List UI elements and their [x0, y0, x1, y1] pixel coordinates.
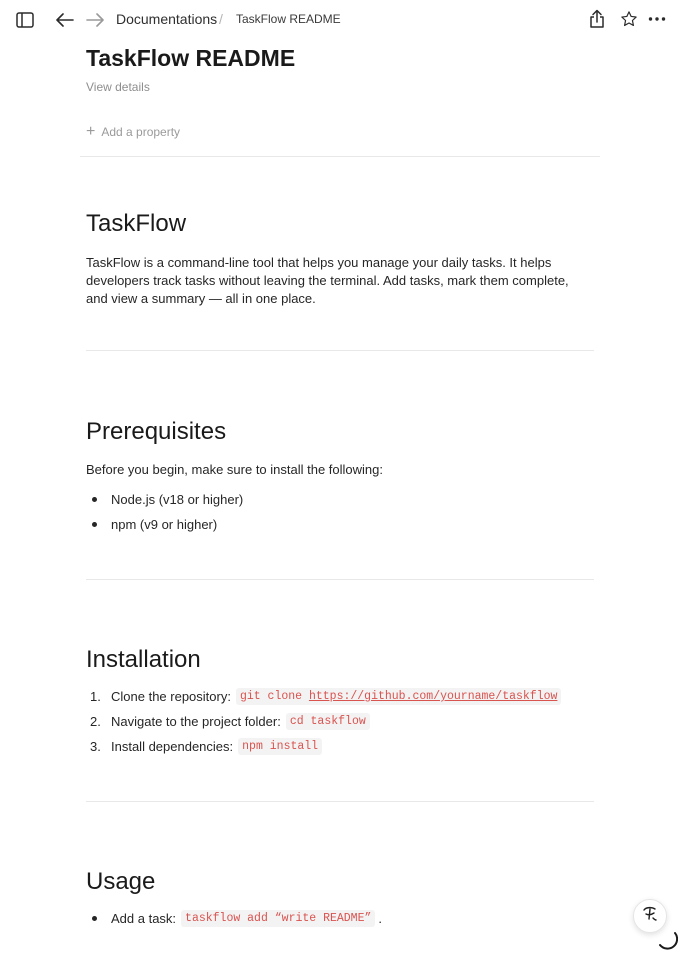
arrow-right-icon[interactable]	[84, 9, 106, 31]
sidebar-toggle-icon[interactable]	[14, 9, 36, 31]
arrow-left-icon[interactable]	[54, 9, 76, 31]
list-item: npm (v9 or higher)	[86, 517, 217, 532]
list-item: Node.js (v18 or higher)	[86, 492, 243, 507]
list-item: 1. Clone the repository: git clone https://github.com/yourname/taskflow	[86, 688, 561, 705]
plus-icon: +	[86, 123, 96, 140]
bullet	[92, 522, 97, 527]
top-bar	[0, 0, 680, 40]
list-item: 3. Install dependencies: npm install	[86, 738, 322, 755]
list-item: Add a task: taskflow add “write README” .	[86, 910, 382, 927]
section-divider	[86, 579, 594, 580]
intro-heading: TaskFlow	[86, 210, 187, 237]
more-horizontal-icon[interactable]	[646, 8, 668, 30]
prerequisites-heading: Prerequisites	[86, 418, 227, 445]
inline-code: cd taskflow	[286, 713, 370, 730]
list-item: 2. Navigate to the project folder: cd taskflow	[86, 713, 370, 730]
view-details-link[interactable]: View details	[86, 80, 150, 94]
inline-code: git clone https://github.com/yourname/taskflow	[236, 688, 561, 705]
assistant-icon	[641, 905, 659, 928]
section-divider	[86, 801, 594, 802]
share-icon[interactable]	[586, 8, 608, 30]
page-title[interactable]: TaskFlow README	[86, 45, 296, 71]
loading-spinner-icon	[656, 928, 678, 950]
bullet	[92, 916, 97, 921]
section-divider	[86, 350, 594, 351]
inline-code: taskflow add “write README”	[181, 910, 375, 927]
header-divider	[80, 156, 600, 157]
breadcrumb-separator: /	[219, 11, 223, 27]
inline-code: npm install	[238, 738, 322, 755]
repo-link[interactable]: https://github.com/yourname/taskflow	[308, 690, 558, 703]
prerequisites-lead: Before you begin, make sure to install the following:	[86, 462, 384, 477]
bullet	[92, 497, 97, 502]
installation-heading: Installation	[86, 646, 201, 673]
star-icon[interactable]	[618, 8, 640, 30]
breadcrumb-current[interactable]: TaskFlow README	[236, 12, 341, 26]
add-property-label: Add a property	[101, 125, 181, 139]
usage-heading: Usage	[86, 868, 156, 895]
breadcrumb-parent[interactable]: Documentations	[116, 11, 218, 27]
intro-paragraph: TaskFlow is a command-line tool that helps you manage your daily tasks. It helps developers track tasks without leaving the terminal. Add tasks, mark them complete, and view a summary — all in one place.	[86, 255, 569, 306]
add-property-button[interactable]	[86, 125, 180, 139]
